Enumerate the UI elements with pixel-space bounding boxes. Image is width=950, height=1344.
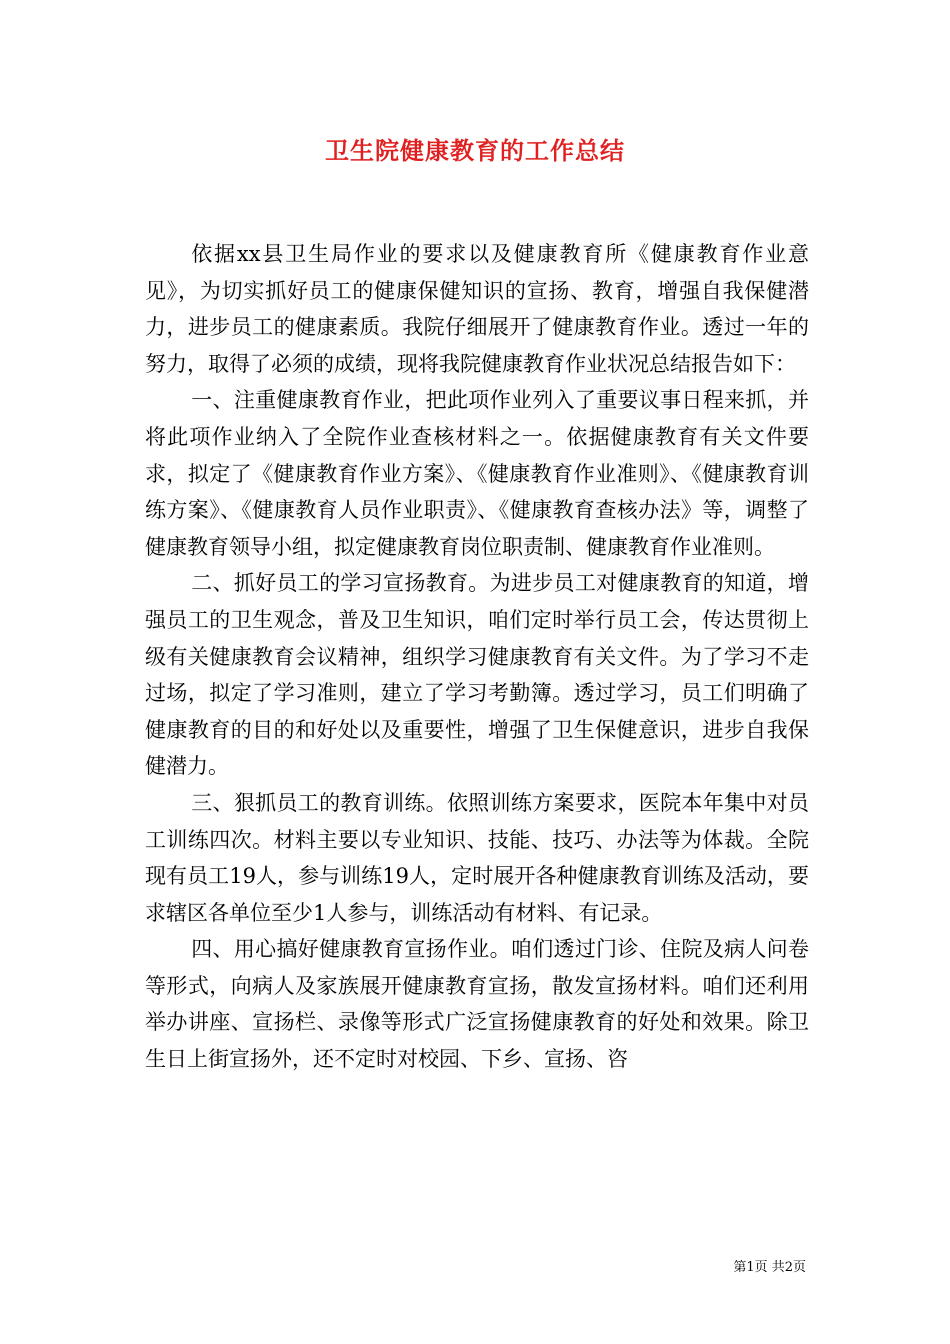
paragraph-section-3: 三、狠抓员工的教育训练。依照训练方案要求，医院本年集中对员工训练四次。材料主要以专业知识、技能、技巧、办法等为体裁。全院现有员工19人，参与训练19人，定时展开各种健康教育训练及活动，要求辖区各单位至少1人参与，训练活动有材料、有记录。: [145, 790, 809, 925]
document-body: [145, 236, 809, 1078]
document-title: 卫生院健康教育的工作总结: [325, 136, 625, 165]
paragraph-section-1: 一、注重健康教育作业，把此项作业列入了重要议事日程来抓，并将此项作业纳入了全院作业查核材料之一。依据健康教育有关文件要求，拟定了《健康教育作业方案》、《健康教育作业准则》、《健康教育训练方案》、《健康教育人员作业职责》、《健康教育查核办法》等，调整了健康教育领导小组，拟定健康教育岗位职责制、健康教育作业准则。: [145, 388, 809, 559]
paragraph-section-4: 四、用心搞好健康教育宣扬作业。咱们透过门诊、住院及病人问卷等形式，向病人及家族展开健康教育宣扬，散发宣扬材料。咱们还利用举办讲座、宣扬栏、录像等形式广泛宣扬健康教育的好处和效果。除卫生日上街宣扬外，还不定时对校园、下乡、宣扬、咨: [145, 937, 809, 1072]
page-number-footer: 第1页 共2页: [733, 1260, 806, 1275]
paragraph-section-2: 二、抓好员工的学习宣扬教育。为进步员工对健康教育的知道，增强员工的卫生观念，普及卫生知识，咱们定时举行员工会，传达贯彻上级有关健康教育会议精神，组织学习健康教育有关文件。为了学习不走过场，拟定了学习准则，建立了学习考勤簿。透过学习，员工们明确了健康教育的目的和好处以及重要性，增强了卫生保健意识，进步自我保健潜力。: [145, 571, 809, 779]
paragraph-intro: 依据xx县卫生局作业的要求以及健康教育所《健康教育作业意见》，为切实抓好员工的健康保健知识的宣扬、教育，增强自我保健潜力，进步员工的健康素质。我院仔细展开了健康教育作业。透过一年的努力，取得了必须的成绩，现将我院健康教育作业状况总结报告如下：: [145, 242, 809, 376]
